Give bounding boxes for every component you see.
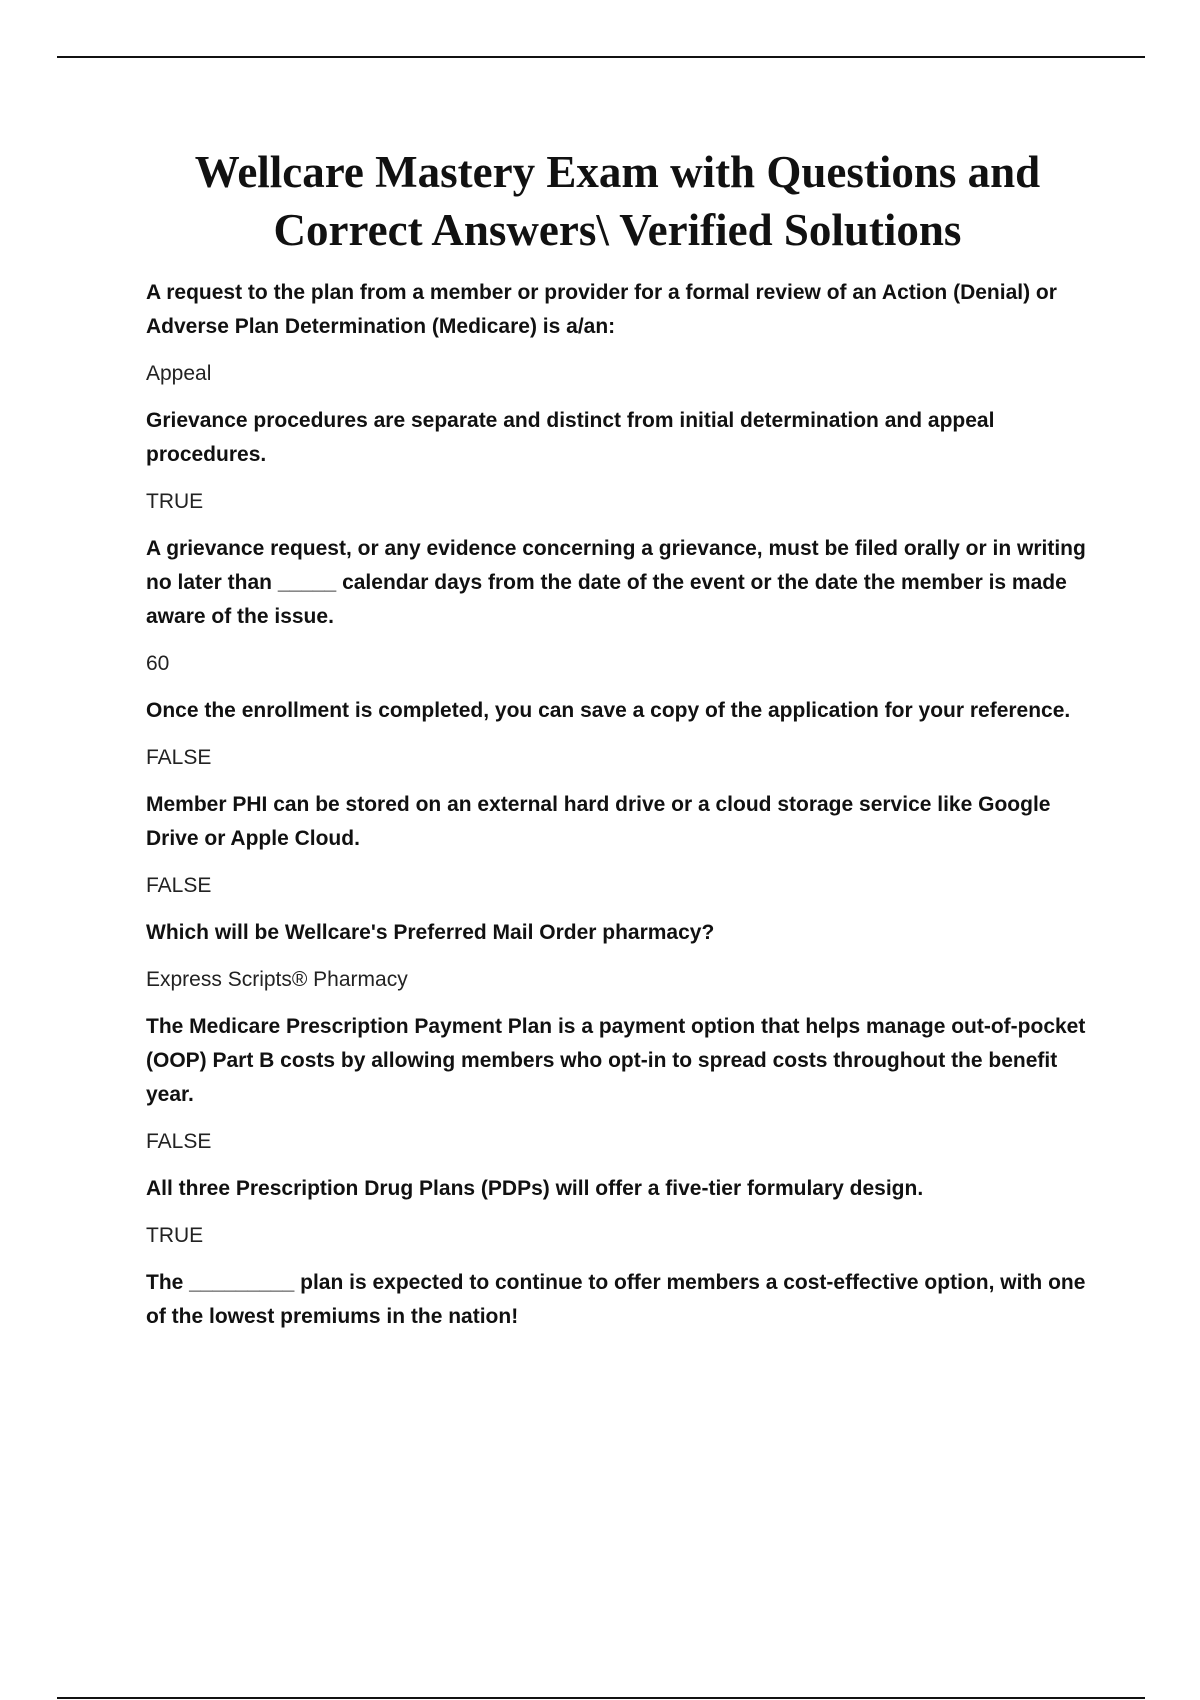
top-rule <box>57 56 1145 58</box>
qa-list <box>146 276 1096 1347</box>
answer-8: TRUE <box>146 1224 204 1247</box>
document-title: Wellcare Mastery Exam with Questions and Correct Answers\ Verified Solutions <box>194 147 1041 255</box>
answer-5: FALSE <box>146 874 212 897</box>
question-7: The Medicare Prescription Payment Plan is a payment option that helps manage out-of-pocket (OOP) Part B costs by allowing members who opt-in to spread costs throughout the benefit year. <box>146 1015 1086 1106</box>
answer-7: FALSE <box>146 1130 212 1153</box>
question-4: Once the enrollment is completed, you can save a copy of the application for your reference. <box>146 699 1071 722</box>
answer-3: 60 <box>146 652 170 675</box>
answer-4: FALSE <box>146 746 212 769</box>
question-3: A grievance request, or any evidence concerning a grievance, must be filed orally or in writing no later than _____ calendar days from the date of the event or the date the member is made aware of the issue. <box>146 537 1086 628</box>
question-5: Member PHI can be stored on an external hard drive or a cloud storage service like Google Drive or Apple Cloud. <box>146 793 1051 850</box>
question-9: The _________ plan is expected to continue to offer members a cost-effective option, with one of the lowest premiums in the nation! <box>146 1271 1086 1328</box>
question-2: Grievance procedures are separate and distinct from initial determination and appeal procedures. <box>146 409 995 466</box>
question-1: A request to the plan from a member or provider for a formal review of an Action (Denial) or Adverse Plan Determination (Medicare) is a/an: <box>146 281 1057 338</box>
bottom-rule <box>57 1697 1145 1699</box>
question-6: Which will be Wellcare's Preferred Mail Order pharmacy? <box>146 921 715 944</box>
answer-1: Appeal <box>146 362 212 385</box>
answer-6: Express Scripts® Pharmacy <box>146 968 408 991</box>
answer-2: TRUE <box>146 490 204 513</box>
question-8: All three Prescription Drug Plans (PDPs) will offer a five-tier formulary design. <box>146 1177 924 1200</box>
